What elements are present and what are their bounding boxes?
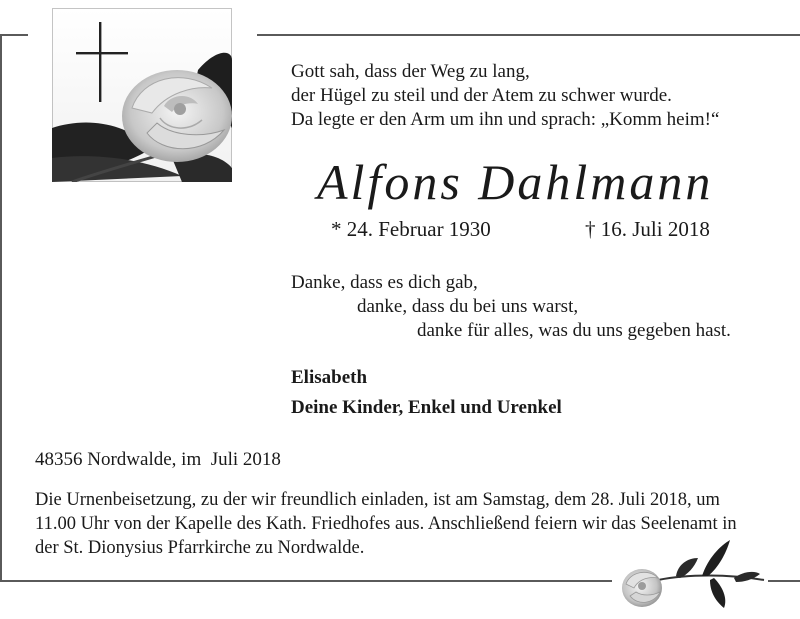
rose-svg	[618, 536, 768, 614]
notice-line: der St. Dionysius Pfarrkirche zu Nordwalde.	[35, 538, 365, 558]
notice-line: Die Urnenbeisetzung, zu der wir freundlich einladen, ist am Samstag, dem 28. Juli 2018, um	[35, 490, 720, 510]
verse-line: Da legte er den Arm um ihn und sprach: „Komm heim!“	[291, 109, 720, 130]
frame-left	[0, 34, 2, 582]
thanks-line: danke, dass du bei uns warst,	[357, 296, 579, 317]
place-date: 48356 Nordwalde, im Juli 2018	[35, 449, 281, 470]
deceased-name: Alfons Dahlmann	[317, 154, 714, 210]
thanks-verse	[291, 271, 731, 343]
verse	[291, 60, 719, 132]
thanks-line: Danke, dass es dich gab,	[291, 272, 478, 293]
frame-top-right	[257, 34, 800, 36]
frame-bottom-right	[768, 580, 800, 582]
mourner-family: Deine Kinder, Enkel und Urenkel	[291, 397, 562, 418]
frame-bottom-left	[0, 580, 612, 582]
verse-line: der Hügel zu steil und der Atem zu schwer wurde.	[291, 85, 672, 106]
rose-image	[618, 536, 768, 614]
thanks-line: danke für alles, was du uns gegeben hast.	[417, 320, 731, 341]
verse-line: Gott sah, dass der Weg zu lang,	[291, 61, 530, 82]
cross-and-rose-image	[52, 8, 232, 182]
cross-and-rose-svg	[52, 8, 232, 182]
frame-top-left	[0, 34, 28, 36]
death-date: † 16. Juli 2018	[585, 217, 710, 241]
birth-date: * 24. Februar 1930	[331, 217, 491, 241]
notice-line: 11.00 Uhr von der Kapelle des Kath. Friedhofes aus. Anschließend feiern wir das Seelenamt in	[35, 514, 737, 534]
mourner-name: Elisabeth	[291, 367, 368, 388]
